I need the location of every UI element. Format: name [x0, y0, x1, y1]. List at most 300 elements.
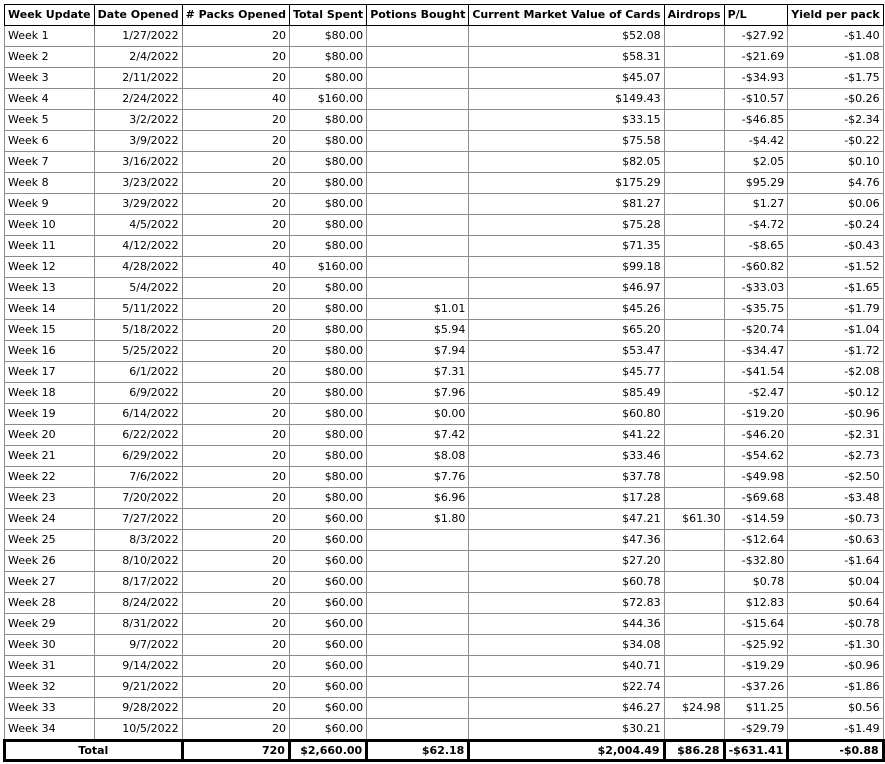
- total-pl[interactable]: -$631.41: [724, 741, 788, 761]
- cell-yield-per-pack[interactable]: -$1.30: [788, 635, 883, 656]
- cell-yield-per-pack[interactable]: -$2.31: [788, 425, 883, 446]
- cell-date-opened[interactable]: 8/3/2022: [94, 530, 182, 551]
- cell-date-opened[interactable]: 3/2/2022: [94, 110, 182, 131]
- cell-yield-per-pack[interactable]: -$1.04: [788, 320, 883, 341]
- cell-total-spent[interactable]: $60.00: [289, 677, 366, 698]
- cell-total-spent[interactable]: $80.00: [289, 68, 366, 89]
- cell-pl[interactable]: -$34.47: [724, 341, 788, 362]
- cell-total-spent[interactable]: $80.00: [289, 404, 366, 425]
- cell-yield-per-pack[interactable]: -$1.52: [788, 257, 883, 278]
- cell-packs-opened[interactable]: 20: [182, 530, 289, 551]
- cell-airdrops[interactable]: [664, 593, 724, 614]
- cell-packs-opened[interactable]: 20: [182, 425, 289, 446]
- cell-airdrops[interactable]: [664, 257, 724, 278]
- cell-total-spent[interactable]: $60.00: [289, 656, 366, 677]
- cell-packs-opened[interactable]: 20: [182, 551, 289, 572]
- cell-week-update[interactable]: Week 4: [5, 89, 95, 110]
- cell-market-value[interactable]: $41.22: [469, 425, 664, 446]
- cell-total-spent[interactable]: $60.00: [289, 698, 366, 719]
- cell-airdrops[interactable]: [664, 614, 724, 635]
- header-week-update[interactable]: Week Update: [5, 5, 95, 26]
- cell-market-value[interactable]: $33.15: [469, 110, 664, 131]
- cell-yield-per-pack[interactable]: -$0.43: [788, 236, 883, 257]
- cell-packs-opened[interactable]: 20: [182, 509, 289, 530]
- cell-pl[interactable]: -$4.72: [724, 215, 788, 236]
- cell-potions-bought[interactable]: [367, 26, 469, 47]
- cell-date-opened[interactable]: 3/23/2022: [94, 173, 182, 194]
- cell-potions-bought[interactable]: [367, 530, 469, 551]
- cell-potions-bought[interactable]: [367, 152, 469, 173]
- cell-airdrops[interactable]: [664, 446, 724, 467]
- cell-potions-bought[interactable]: [367, 194, 469, 215]
- cell-pl[interactable]: -$2.47: [724, 383, 788, 404]
- cell-packs-opened[interactable]: 20: [182, 404, 289, 425]
- cell-packs-opened[interactable]: 20: [182, 572, 289, 593]
- header-total-spent[interactable]: Total Spent: [289, 5, 366, 26]
- cell-date-opened[interactable]: 6/29/2022: [94, 446, 182, 467]
- cell-airdrops[interactable]: [664, 47, 724, 68]
- cell-market-value[interactable]: $60.80: [469, 404, 664, 425]
- cell-pl[interactable]: -$19.20: [724, 404, 788, 425]
- cell-week-update[interactable]: Week 34: [5, 719, 95, 741]
- cell-total-spent[interactable]: $60.00: [289, 509, 366, 530]
- cell-total-spent[interactable]: $160.00: [289, 89, 366, 110]
- cell-date-opened[interactable]: 4/5/2022: [94, 215, 182, 236]
- cell-total-spent[interactable]: $60.00: [289, 635, 366, 656]
- cell-packs-opened[interactable]: 20: [182, 341, 289, 362]
- cell-date-opened[interactable]: 2/4/2022: [94, 47, 182, 68]
- cell-pl[interactable]: $2.05: [724, 152, 788, 173]
- cell-market-value[interactable]: $46.97: [469, 278, 664, 299]
- cell-week-update[interactable]: Week 26: [5, 551, 95, 572]
- cell-week-update[interactable]: Week 24: [5, 509, 95, 530]
- cell-pl[interactable]: -$46.20: [724, 425, 788, 446]
- cell-airdrops[interactable]: [664, 488, 724, 509]
- cell-week-update[interactable]: Week 19: [5, 404, 95, 425]
- cell-week-update[interactable]: Week 5: [5, 110, 95, 131]
- cell-pl[interactable]: -$60.82: [724, 257, 788, 278]
- cell-total-spent[interactable]: $60.00: [289, 593, 366, 614]
- cell-airdrops[interactable]: [664, 320, 724, 341]
- cell-market-value[interactable]: $44.36: [469, 614, 664, 635]
- cell-week-update[interactable]: Week 17: [5, 362, 95, 383]
- cell-date-opened[interactable]: 7/20/2022: [94, 488, 182, 509]
- cell-yield-per-pack[interactable]: -$0.96: [788, 404, 883, 425]
- cell-packs-opened[interactable]: 20: [182, 299, 289, 320]
- cell-airdrops[interactable]: [664, 152, 724, 173]
- cell-pl[interactable]: -$21.69: [724, 47, 788, 68]
- cell-date-opened[interactable]: 4/12/2022: [94, 236, 182, 257]
- cell-week-update[interactable]: Week 30: [5, 635, 95, 656]
- cell-week-update[interactable]: Week 13: [5, 278, 95, 299]
- cell-yield-per-pack[interactable]: -$0.78: [788, 614, 883, 635]
- cell-date-opened[interactable]: 7/27/2022: [94, 509, 182, 530]
- cell-pl[interactable]: -$35.75: [724, 299, 788, 320]
- cell-market-value[interactable]: $34.08: [469, 635, 664, 656]
- cell-airdrops[interactable]: [664, 26, 724, 47]
- cell-yield-per-pack[interactable]: -$1.72: [788, 341, 883, 362]
- cell-potions-bought[interactable]: $1.80: [367, 509, 469, 530]
- cell-total-spent[interactable]: $80.00: [289, 110, 366, 131]
- cell-date-opened[interactable]: 9/7/2022: [94, 635, 182, 656]
- cell-week-update[interactable]: Week 18: [5, 383, 95, 404]
- cell-potions-bought[interactable]: [367, 131, 469, 152]
- cell-pl[interactable]: -$41.54: [724, 362, 788, 383]
- cell-yield-per-pack[interactable]: -$2.73: [788, 446, 883, 467]
- cell-yield-per-pack[interactable]: -$2.34: [788, 110, 883, 131]
- cell-date-opened[interactable]: 8/24/2022: [94, 593, 182, 614]
- header-airdrops[interactable]: Airdrops: [664, 5, 724, 26]
- cell-week-update[interactable]: Week 15: [5, 320, 95, 341]
- cell-pl[interactable]: -$37.26: [724, 677, 788, 698]
- cell-market-value[interactable]: $75.28: [469, 215, 664, 236]
- cell-market-value[interactable]: $75.58: [469, 131, 664, 152]
- cell-week-update[interactable]: Week 32: [5, 677, 95, 698]
- cell-market-value[interactable]: $47.21: [469, 509, 664, 530]
- cell-potions-bought[interactable]: [367, 698, 469, 719]
- cell-week-update[interactable]: Week 33: [5, 698, 95, 719]
- cell-yield-per-pack[interactable]: $0.04: [788, 572, 883, 593]
- cell-yield-per-pack[interactable]: -$2.08: [788, 362, 883, 383]
- cell-total-spent[interactable]: $80.00: [289, 446, 366, 467]
- cell-airdrops[interactable]: [664, 551, 724, 572]
- cell-total-spent[interactable]: $80.00: [289, 488, 366, 509]
- cell-pl[interactable]: $1.27: [724, 194, 788, 215]
- cell-yield-per-pack[interactable]: -$1.40: [788, 26, 883, 47]
- cell-total-spent[interactable]: $60.00: [289, 614, 366, 635]
- cell-airdrops[interactable]: [664, 110, 724, 131]
- cell-potions-bought[interactable]: $5.94: [367, 320, 469, 341]
- cell-week-update[interactable]: Week 2: [5, 47, 95, 68]
- cell-yield-per-pack[interactable]: -$0.96: [788, 656, 883, 677]
- cell-market-value[interactable]: $72.83: [469, 593, 664, 614]
- cell-airdrops[interactable]: [664, 215, 724, 236]
- cell-week-update[interactable]: Week 11: [5, 236, 95, 257]
- cell-airdrops[interactable]: [664, 404, 724, 425]
- cell-packs-opened[interactable]: 20: [182, 278, 289, 299]
- cell-airdrops[interactable]: $24.98: [664, 698, 724, 719]
- cell-week-update[interactable]: Week 23: [5, 488, 95, 509]
- cell-pl[interactable]: -$15.64: [724, 614, 788, 635]
- cell-total-spent[interactable]: $160.00: [289, 257, 366, 278]
- cell-date-opened[interactable]: 6/22/2022: [94, 425, 182, 446]
- cell-packs-opened[interactable]: 20: [182, 383, 289, 404]
- cell-airdrops[interactable]: [664, 467, 724, 488]
- cell-potions-bought[interactable]: [367, 677, 469, 698]
- totals-label[interactable]: Total: [5, 741, 183, 761]
- cell-week-update[interactable]: Week 25: [5, 530, 95, 551]
- cell-airdrops[interactable]: [664, 635, 724, 656]
- cell-date-opened[interactable]: 3/9/2022: [94, 131, 182, 152]
- cell-pl[interactable]: $0.78: [724, 572, 788, 593]
- cell-airdrops[interactable]: [664, 89, 724, 110]
- cell-packs-opened[interactable]: 20: [182, 446, 289, 467]
- cell-total-spent[interactable]: $80.00: [289, 362, 366, 383]
- total-packs-opened[interactable]: 720: [182, 741, 289, 761]
- cell-airdrops[interactable]: [664, 299, 724, 320]
- cell-pl[interactable]: -$32.80: [724, 551, 788, 572]
- cell-week-update[interactable]: Week 21: [5, 446, 95, 467]
- cell-packs-opened[interactable]: 20: [182, 362, 289, 383]
- cell-total-spent[interactable]: $80.00: [289, 194, 366, 215]
- cell-total-spent[interactable]: $80.00: [289, 173, 366, 194]
- cell-potions-bought[interactable]: $7.76: [367, 467, 469, 488]
- cell-yield-per-pack[interactable]: $4.76: [788, 173, 883, 194]
- cell-week-update[interactable]: Week 20: [5, 425, 95, 446]
- cell-yield-per-pack[interactable]: -$1.08: [788, 47, 883, 68]
- cell-packs-opened[interactable]: 20: [182, 68, 289, 89]
- cell-date-opened[interactable]: 10/5/2022: [94, 719, 182, 741]
- cell-packs-opened[interactable]: 20: [182, 656, 289, 677]
- cell-total-spent[interactable]: $80.00: [289, 215, 366, 236]
- cell-week-update[interactable]: Week 16: [5, 341, 95, 362]
- cell-total-spent[interactable]: $80.00: [289, 47, 366, 68]
- cell-packs-opened[interactable]: 20: [182, 152, 289, 173]
- cell-market-value[interactable]: $71.35: [469, 236, 664, 257]
- cell-pl[interactable]: -$29.79: [724, 719, 788, 741]
- cell-week-update[interactable]: Week 3: [5, 68, 95, 89]
- cell-packs-opened[interactable]: 40: [182, 89, 289, 110]
- cell-pl[interactable]: $95.29: [724, 173, 788, 194]
- cell-yield-per-pack[interactable]: -$1.79: [788, 299, 883, 320]
- header-market-value[interactable]: Current Market Value of Cards: [469, 5, 664, 26]
- cell-date-opened[interactable]: 2/24/2022: [94, 89, 182, 110]
- cell-pl[interactable]: -$49.98: [724, 467, 788, 488]
- cell-date-opened[interactable]: 8/17/2022: [94, 572, 182, 593]
- cell-week-update[interactable]: Week 8: [5, 173, 95, 194]
- cell-week-update[interactable]: Week 1: [5, 26, 95, 47]
- cell-packs-opened[interactable]: 20: [182, 320, 289, 341]
- cell-potions-bought[interactable]: $8.08: [367, 446, 469, 467]
- cell-date-opened[interactable]: 4/28/2022: [94, 257, 182, 278]
- cell-market-value[interactable]: $60.78: [469, 572, 664, 593]
- cell-market-value[interactable]: $33.46: [469, 446, 664, 467]
- cell-week-update[interactable]: Week 12: [5, 257, 95, 278]
- cell-market-value[interactable]: $52.08: [469, 26, 664, 47]
- cell-market-value[interactable]: $30.21: [469, 719, 664, 741]
- cell-pl[interactable]: $11.25: [724, 698, 788, 719]
- cell-packs-opened[interactable]: 20: [182, 47, 289, 68]
- cell-market-value[interactable]: $40.71: [469, 656, 664, 677]
- cell-potions-bought[interactable]: [367, 614, 469, 635]
- cell-potions-bought[interactable]: [367, 572, 469, 593]
- cell-airdrops[interactable]: [664, 656, 724, 677]
- cell-date-opened[interactable]: 9/14/2022: [94, 656, 182, 677]
- cell-market-value[interactable]: $65.20: [469, 320, 664, 341]
- cell-packs-opened[interactable]: 20: [182, 26, 289, 47]
- cell-yield-per-pack[interactable]: -$1.64: [788, 551, 883, 572]
- cell-airdrops[interactable]: [664, 68, 724, 89]
- cell-packs-opened[interactable]: 20: [182, 236, 289, 257]
- cell-week-update[interactable]: Week 9: [5, 194, 95, 215]
- cell-market-value[interactable]: $175.29: [469, 173, 664, 194]
- cell-total-spent[interactable]: $60.00: [289, 551, 366, 572]
- cell-potions-bought[interactable]: $7.96: [367, 383, 469, 404]
- cell-week-update[interactable]: Week 27: [5, 572, 95, 593]
- cell-week-update[interactable]: Week 31: [5, 656, 95, 677]
- cell-potions-bought[interactable]: $1.01: [367, 299, 469, 320]
- cell-airdrops[interactable]: [664, 362, 724, 383]
- cell-pl[interactable]: -$19.29: [724, 656, 788, 677]
- cell-date-opened[interactable]: 8/10/2022: [94, 551, 182, 572]
- header-pl[interactable]: P/L: [724, 5, 788, 26]
- total-potions-bought[interactable]: $62.18: [367, 741, 469, 761]
- cell-potions-bought[interactable]: [367, 593, 469, 614]
- header-potions-bought[interactable]: Potions Bought: [367, 5, 469, 26]
- cell-airdrops[interactable]: [664, 572, 724, 593]
- cell-date-opened[interactable]: 7/6/2022: [94, 467, 182, 488]
- cell-market-value[interactable]: $22.74: [469, 677, 664, 698]
- cell-total-spent[interactable]: $60.00: [289, 530, 366, 551]
- cell-airdrops[interactable]: $61.30: [664, 509, 724, 530]
- cell-market-value[interactable]: $81.27: [469, 194, 664, 215]
- cell-market-value[interactable]: $27.20: [469, 551, 664, 572]
- cell-potions-bought[interactable]: [367, 68, 469, 89]
- cell-potions-bought[interactable]: [367, 236, 469, 257]
- cell-potions-bought[interactable]: [367, 719, 469, 741]
- cell-potions-bought[interactable]: [367, 110, 469, 131]
- cell-pl[interactable]: -$4.42: [724, 131, 788, 152]
- cell-packs-opened[interactable]: 20: [182, 614, 289, 635]
- header-yield-per-pack[interactable]: Yield per pack: [788, 5, 883, 26]
- cell-pl[interactable]: -$14.59: [724, 509, 788, 530]
- cell-yield-per-pack[interactable]: $0.56: [788, 698, 883, 719]
- cell-potions-bought[interactable]: $7.31: [367, 362, 469, 383]
- cell-date-opened[interactable]: 6/9/2022: [94, 383, 182, 404]
- cell-airdrops[interactable]: [664, 194, 724, 215]
- cell-potions-bought[interactable]: $0.00: [367, 404, 469, 425]
- cell-market-value[interactable]: $85.49: [469, 383, 664, 404]
- cell-market-value[interactable]: $58.31: [469, 47, 664, 68]
- cell-market-value[interactable]: $99.18: [469, 257, 664, 278]
- cell-packs-opened[interactable]: 20: [182, 215, 289, 236]
- cell-yield-per-pack[interactable]: -$3.48: [788, 488, 883, 509]
- cell-date-opened[interactable]: 5/11/2022: [94, 299, 182, 320]
- cell-pl[interactable]: -$33.03: [724, 278, 788, 299]
- cell-market-value[interactable]: $45.26: [469, 299, 664, 320]
- cell-packs-opened[interactable]: 20: [182, 173, 289, 194]
- cell-airdrops[interactable]: [664, 341, 724, 362]
- cell-week-update[interactable]: Week 14: [5, 299, 95, 320]
- cell-pl[interactable]: -$25.92: [724, 635, 788, 656]
- header-packs-opened[interactable]: # Packs Opened: [182, 5, 289, 26]
- cell-potions-bought[interactable]: [367, 89, 469, 110]
- cell-date-opened[interactable]: 1/27/2022: [94, 26, 182, 47]
- cell-week-update[interactable]: Week 6: [5, 131, 95, 152]
- cell-yield-per-pack[interactable]: $0.10: [788, 152, 883, 173]
- cell-pl[interactable]: -$20.74: [724, 320, 788, 341]
- total-airdrops[interactable]: $86.28: [664, 741, 724, 761]
- cell-yield-per-pack[interactable]: -$0.26: [788, 89, 883, 110]
- cell-potions-bought[interactable]: $7.42: [367, 425, 469, 446]
- cell-pl[interactable]: -$8.65: [724, 236, 788, 257]
- cell-total-spent[interactable]: $80.00: [289, 467, 366, 488]
- cell-airdrops[interactable]: [664, 173, 724, 194]
- cell-yield-per-pack[interactable]: -$1.75: [788, 68, 883, 89]
- total-spent[interactable]: $2,660.00: [289, 741, 366, 761]
- cell-week-update[interactable]: Week 10: [5, 215, 95, 236]
- cell-pl[interactable]: -$34.93: [724, 68, 788, 89]
- cell-packs-opened[interactable]: 20: [182, 719, 289, 741]
- cell-potions-bought[interactable]: [367, 47, 469, 68]
- cell-packs-opened[interactable]: 20: [182, 698, 289, 719]
- total-market-value[interactable]: $2,004.49: [469, 741, 664, 761]
- cell-packs-opened[interactable]: 20: [182, 635, 289, 656]
- cell-airdrops[interactable]: [664, 425, 724, 446]
- cell-total-spent[interactable]: $80.00: [289, 236, 366, 257]
- cell-yield-per-pack[interactable]: $0.64: [788, 593, 883, 614]
- cell-total-spent[interactable]: $80.00: [289, 26, 366, 47]
- cell-date-opened[interactable]: 5/18/2022: [94, 320, 182, 341]
- cell-market-value[interactable]: $37.78: [469, 467, 664, 488]
- total-yield-per-pack[interactable]: -$0.88: [788, 741, 883, 761]
- cell-yield-per-pack[interactable]: -$0.63: [788, 530, 883, 551]
- cell-pl[interactable]: -$46.85: [724, 110, 788, 131]
- cell-date-opened[interactable]: 6/1/2022: [94, 362, 182, 383]
- cell-total-spent[interactable]: $80.00: [289, 152, 366, 173]
- cell-airdrops[interactable]: [664, 131, 724, 152]
- cell-yield-per-pack[interactable]: -$0.12: [788, 383, 883, 404]
- cell-airdrops[interactable]: [664, 383, 724, 404]
- cell-total-spent[interactable]: $80.00: [289, 425, 366, 446]
- cell-total-spent[interactable]: $60.00: [289, 572, 366, 593]
- cell-market-value[interactable]: $149.43: [469, 89, 664, 110]
- cell-date-opened[interactable]: 9/28/2022: [94, 698, 182, 719]
- cell-yield-per-pack[interactable]: -$1.49: [788, 719, 883, 741]
- cell-total-spent[interactable]: $80.00: [289, 278, 366, 299]
- cell-packs-opened[interactable]: 20: [182, 488, 289, 509]
- cell-market-value[interactable]: $82.05: [469, 152, 664, 173]
- cell-week-update[interactable]: Week 22: [5, 467, 95, 488]
- cell-date-opened[interactable]: 5/4/2022: [94, 278, 182, 299]
- cell-pl[interactable]: -$10.57: [724, 89, 788, 110]
- cell-airdrops[interactable]: [664, 677, 724, 698]
- cell-date-opened[interactable]: 3/16/2022: [94, 152, 182, 173]
- cell-week-update[interactable]: Week 28: [5, 593, 95, 614]
- cell-week-update[interactable]: Week 7: [5, 152, 95, 173]
- cell-week-update[interactable]: Week 29: [5, 614, 95, 635]
- cell-packs-opened[interactable]: 20: [182, 131, 289, 152]
- header-date-opened[interactable]: Date Opened: [94, 5, 182, 26]
- cell-total-spent[interactable]: $80.00: [289, 383, 366, 404]
- cell-yield-per-pack[interactable]: -$0.73: [788, 509, 883, 530]
- cell-market-value[interactable]: $53.47: [469, 341, 664, 362]
- cell-potions-bought[interactable]: [367, 635, 469, 656]
- cell-yield-per-pack[interactable]: -$0.22: [788, 131, 883, 152]
- cell-pl[interactable]: -$12.64: [724, 530, 788, 551]
- cell-total-spent[interactable]: $80.00: [289, 131, 366, 152]
- cell-airdrops[interactable]: [664, 719, 724, 741]
- cell-potions-bought[interactable]: [367, 257, 469, 278]
- cell-market-value[interactable]: $47.36: [469, 530, 664, 551]
- cell-pl[interactable]: -$27.92: [724, 26, 788, 47]
- cell-packs-opened[interactable]: 20: [182, 110, 289, 131]
- cell-packs-opened[interactable]: 40: [182, 257, 289, 278]
- cell-packs-opened[interactable]: 20: [182, 467, 289, 488]
- cell-date-opened[interactable]: 5/25/2022: [94, 341, 182, 362]
- cell-date-opened[interactable]: 2/11/2022: [94, 68, 182, 89]
- cell-yield-per-pack[interactable]: -$2.50: [788, 467, 883, 488]
- cell-date-opened[interactable]: 6/14/2022: [94, 404, 182, 425]
- cell-total-spent[interactable]: $80.00: [289, 341, 366, 362]
- cell-packs-opened[interactable]: 20: [182, 194, 289, 215]
- cell-pl[interactable]: -$54.62: [724, 446, 788, 467]
- cell-market-value[interactable]: $17.28: [469, 488, 664, 509]
- cell-total-spent[interactable]: $80.00: [289, 299, 366, 320]
- cell-airdrops[interactable]: [664, 236, 724, 257]
- cell-potions-bought[interactable]: [367, 656, 469, 677]
- cell-date-opened[interactable]: 8/31/2022: [94, 614, 182, 635]
